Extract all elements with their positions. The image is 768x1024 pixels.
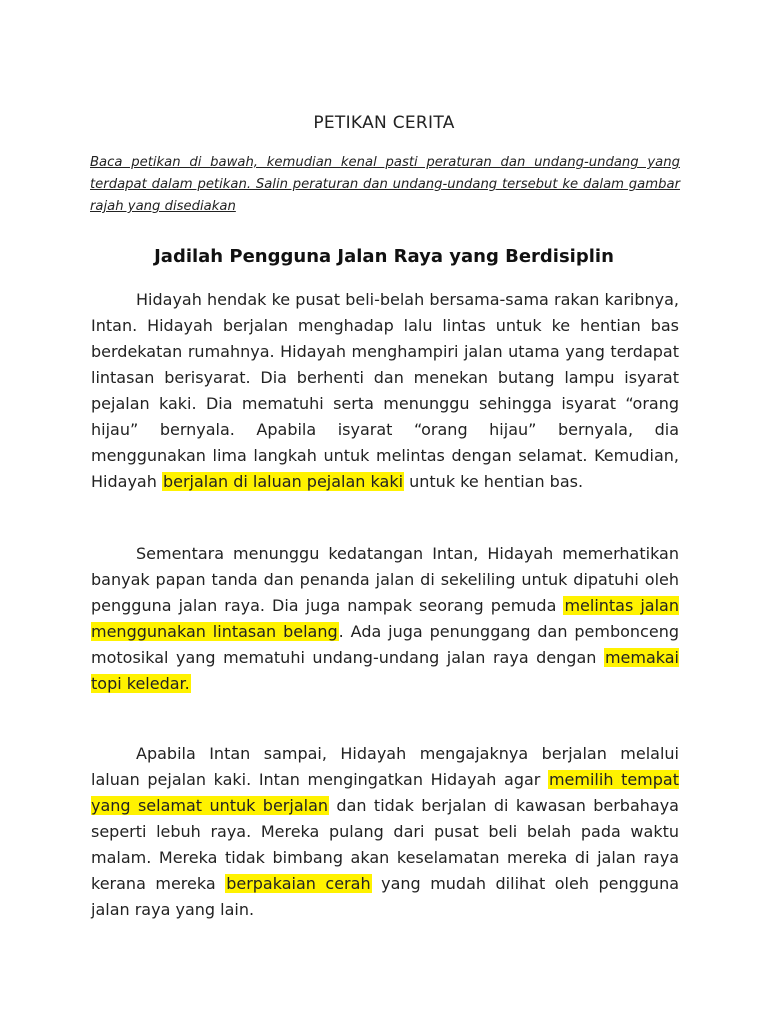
- story-paragraph-3: [91, 741, 679, 923]
- story-paragraph-2: [91, 541, 679, 697]
- highlighted-rule: melintas jalan menggunakan lintasan belang: [91, 596, 679, 641]
- paragraph-text: Apabila Intan sampai, Hidayah mengajaknya berjalan melalui laluan pejalan kaki. Intan mengingatkan Hidayah agar: [91, 744, 679, 789]
- highlighted-rule: memilih tempat yang selamat untuk berjalan: [91, 770, 679, 815]
- highlighted-rule: berjalan di laluan pejalan kaki: [162, 472, 404, 491]
- paragraph-text: dan tidak berjalan di kawasan berbahaya seperti lebuh raya. Mereka pulang dari pusat beli belah pada waktu malam. Mereka tidak bimbang akan keselamatan mereka di jalan raya kerana mereka: [91, 796, 679, 893]
- paragraph-text: Sementara menunggu kedatangan Intan, Hidayah memerhatikan banyak papan tanda dan penanda jalan di sekeliling untuk dipatuhi oleh pengguna jalan raya. Dia juga nampak seorang pemuda: [91, 544, 679, 615]
- paragraph-text: . Ada juga penunggang dan pembonceng motosikal yang mematuhi undang-undang jalan raya dengan: [91, 622, 679, 667]
- highlighted-rule: berpakaian cerah: [226, 874, 371, 893]
- highlighted-rule: memakai topi keledar.: [91, 648, 679, 693]
- instruction-text: Baca petikan di bawah, kemudian kenal pasti peraturan dan undang-undang yang terdapat dalam petikan. Salin peraturan dan undang-undang tersebut ke dalam gambar rajah yang disediakan: [90, 155, 680, 214]
- page-heading: PETIKAN CERITA: [313, 113, 455, 133]
- paragraph-text: Hidayah hendak ke pusat beli-belah bersama-sama rakan karibnya, Intan. Hidayah berjalan menghadap lalu lintas untuk ke hentian bas berdekatan rumahnya. Hidayah menghampiri jalan utama yang terdapat lintasan berisyarat. Dia berhenti dan menekan butang lampu isyarat pejalan kaki. Dia mematuhi serta menunggu sehingga isyarat “orang hijau” bernyala. Apabila isyarat “orang hijau” bernyala, dia menggunakan lima langkah untuk melintas dengan selamat. Kemudian, Hidayah: [91, 290, 679, 491]
- paragraph-text: untuk ke hentian bas.: [404, 472, 584, 491]
- story-paragraph-1: [91, 287, 679, 495]
- paragraph-text: yang mudah dilihat oleh pengguna jalan raya yang lain.: [91, 874, 680, 919]
- story-title: Jadilah Pengguna Jalan Raya yang Berdisiplin: [154, 246, 614, 267]
